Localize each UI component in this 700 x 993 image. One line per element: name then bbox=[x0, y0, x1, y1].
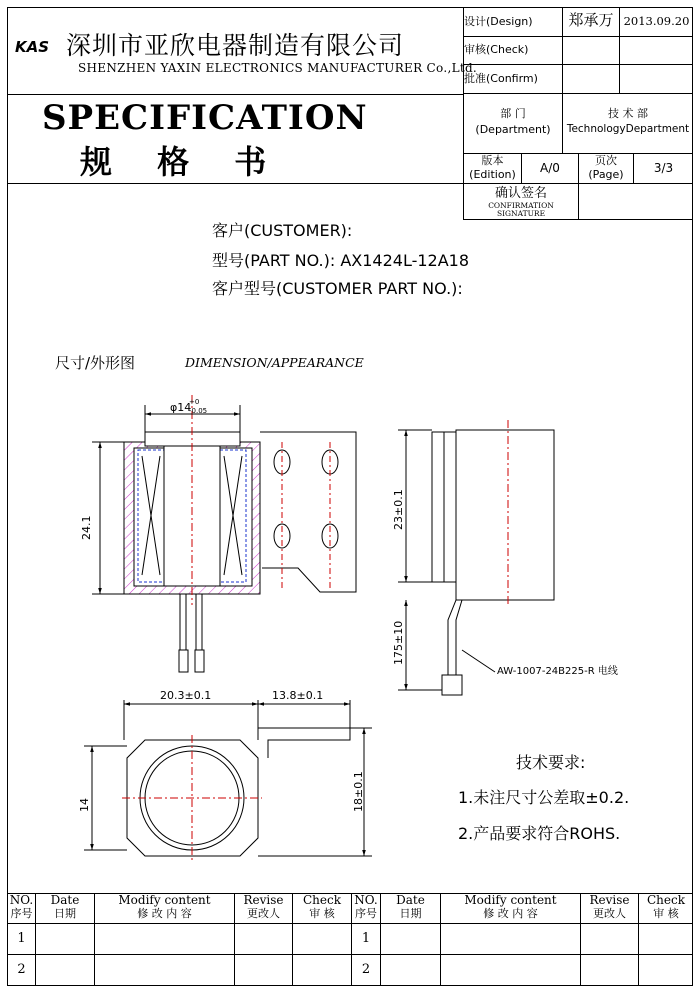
page-label-en: (Page) bbox=[588, 168, 624, 182]
part-number: 型号(PART NO.): AX1424L-12A18 bbox=[212, 251, 470, 270]
company-logo: KAS bbox=[15, 38, 50, 56]
row-no: 2 bbox=[361, 961, 371, 977]
h14-label: 14 bbox=[78, 798, 91, 812]
edition-label-cn: 版本 bbox=[481, 154, 504, 168]
col-revise-cn: 更改人 bbox=[247, 907, 280, 921]
col-check-cn: 审 核 bbox=[309, 907, 335, 921]
h24-label: 24.1 bbox=[80, 515, 93, 540]
w13-label: 13.8±0.1 bbox=[272, 689, 324, 702]
confirm-signature-cn: 确认签名 bbox=[494, 185, 547, 201]
spec-title-en: SPECIFICATION bbox=[42, 98, 368, 138]
w20-label: 20.3±0.1 bbox=[160, 689, 212, 702]
col-no: NO. bbox=[9, 892, 34, 907]
grid-line bbox=[7, 923, 693, 924]
customer-label: 客户(CUSTOMER): bbox=[212, 221, 353, 240]
h18-label: 18±0.1 bbox=[352, 771, 365, 812]
edition-value: A/0 bbox=[540, 160, 560, 175]
department-label-cn: 部 门 bbox=[500, 106, 526, 120]
top-view bbox=[84, 700, 372, 862]
wire-spec-label: AW-1007-24B225-R 电线 bbox=[497, 666, 618, 677]
check-label: 审核(Check) bbox=[464, 43, 529, 57]
col-date-2: Date bbox=[396, 892, 425, 907]
col-revise-2-cn: 更改人 bbox=[593, 907, 626, 921]
department-label-en: (Department) bbox=[475, 122, 551, 136]
side-view bbox=[398, 420, 554, 695]
wire-length-label: 175±10 bbox=[392, 620, 405, 665]
page-value: 3/3 bbox=[653, 160, 674, 175]
designer-name: 郑承万 bbox=[568, 10, 614, 29]
dimension-title-en: DIMENSION/APPEARANCE bbox=[185, 355, 364, 370]
col-no-cn: 序号 bbox=[10, 907, 33, 921]
col-check-2-cn: 审 核 bbox=[653, 907, 679, 921]
grid-line bbox=[7, 954, 693, 955]
department-value-en: TechnologyDepartment bbox=[566, 123, 690, 136]
requirement-item-2: 2.产品要求符合ROHS. bbox=[458, 824, 621, 843]
company-name-cn: 深圳市亚欣电器制造有限公司 bbox=[66, 31, 405, 60]
requirement-item-1: 1.未注尺寸公差取±0.2. bbox=[458, 788, 630, 807]
col-check: Check bbox=[302, 892, 341, 907]
department-value-cn: 技 术 部 bbox=[608, 106, 648, 120]
col-check-2: Check bbox=[646, 892, 685, 907]
phi14-tol-bottom: -0.05 bbox=[189, 407, 208, 415]
col-modify: Modify content bbox=[118, 892, 211, 907]
phi14-label: φ14 bbox=[170, 401, 192, 414]
requirements-title: 技术要求: bbox=[516, 753, 586, 772]
col-date: Date bbox=[50, 892, 80, 907]
design-date: 2013.09.20 bbox=[623, 13, 690, 28]
row-no: 2 bbox=[17, 961, 26, 977]
spec-title-cn: 规 格 书 bbox=[80, 143, 267, 181]
design-label: 设计(Design) bbox=[464, 14, 533, 28]
col-date-2-cn: 日期 bbox=[399, 907, 422, 921]
edition-label-en: (Edition) bbox=[469, 168, 516, 182]
row-no: 1 bbox=[17, 930, 26, 946]
customer-part-number: 客户型号(CUSTOMER PART NO.): bbox=[212, 279, 463, 298]
company-name-en: SHENZHEN YAXIN ELECTRONICS MANUFACTURER Co.,Ltd. bbox=[78, 61, 478, 75]
row-no: 1 bbox=[361, 930, 371, 946]
front-section-view bbox=[92, 395, 356, 672]
phi14-tol-top: +0 bbox=[189, 398, 200, 406]
col-modify-2-cn: 修 改 内 容 bbox=[483, 907, 538, 921]
col-no-2-cn: 序号 bbox=[355, 907, 377, 921]
col-modify-cn: 修 改 内 容 bbox=[137, 907, 192, 921]
col-date-cn: 日期 bbox=[54, 907, 76, 921]
confirm-signature-en: CONFIRMATION SIGNATURE bbox=[488, 200, 554, 218]
col-revise-2: Revise bbox=[589, 892, 630, 907]
col-modify-2: Modify content bbox=[464, 892, 557, 907]
h23-label: 23±0.1 bbox=[392, 489, 405, 530]
confirm-label: 批准(Confirm) bbox=[464, 71, 538, 85]
col-revise: Revise bbox=[243, 892, 284, 907]
page-label-cn: 页次 bbox=[595, 154, 617, 168]
dimension-title-cn: 尺寸/外形图 bbox=[55, 354, 136, 372]
col-no-2: NO. bbox=[354, 892, 378, 907]
